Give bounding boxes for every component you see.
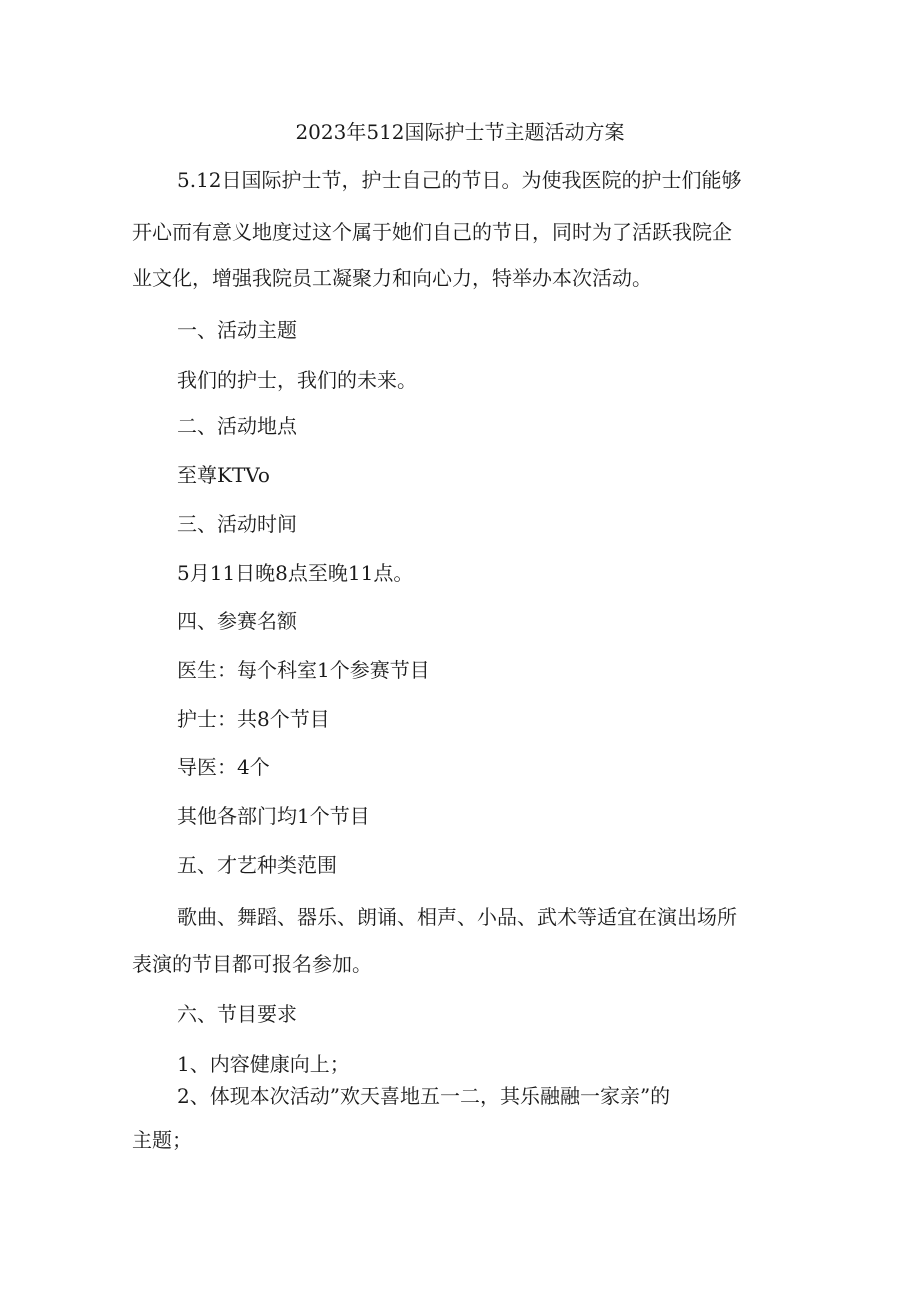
- section-text-location: 至尊KTVo: [177, 463, 270, 487]
- section-heading-quota: 四、参赛名额: [177, 609, 297, 633]
- requirement-item: 2、体现本次活动”欢天喜地五一二，其乐融融一家亲”的: [177, 1084, 671, 1108]
- document-title: 2023年512国际护士节主题活动方案: [295, 120, 625, 144]
- requirement-item: 1、内容健康向上；: [177, 1052, 350, 1076]
- intro-line-3: 业文化，增强我院员工凝聚力和向心力，特举办本次活动。: [132, 266, 652, 290]
- section-heading-location: 二、活动地点: [177, 414, 297, 438]
- quota-item: 医生：每个科室1个参赛节目: [177, 658, 430, 682]
- section-heading-requirements: 六、节目要求: [177, 1002, 297, 1026]
- section-text-theme: 我们的护士，我们的未来。: [177, 368, 417, 392]
- intro-line-1: 5.12日国际护士节，护士自己的节日。为使我医院的护士们能够: [177, 168, 742, 192]
- section-heading-time: 三、活动时间: [177, 512, 297, 536]
- section-heading-category: 五、才艺种类范围: [177, 853, 337, 877]
- category-text-line-2: 表演的节目都可报名参加。: [132, 952, 372, 976]
- category-text-line-1: 歌曲、舞蹈、器乐、朗诵、相声、小品、武术等适宜在演出场所: [177, 905, 737, 929]
- intro-line-2: 开心而有意义地度过这个属于她们自己的节日，同时为了活跃我院企: [132, 220, 732, 244]
- section-heading-theme: 一、活动主题: [177, 318, 297, 342]
- requirement-item-continued: 主题；: [132, 1128, 192, 1152]
- section-text-time: 5月11日晚8点至晚11点。: [177, 561, 414, 585]
- quota-item: 其他各部门均1个节目: [177, 804, 370, 828]
- quota-item: 导医：4个: [177, 755, 270, 779]
- quota-item: 护士：共8个节目: [177, 707, 330, 731]
